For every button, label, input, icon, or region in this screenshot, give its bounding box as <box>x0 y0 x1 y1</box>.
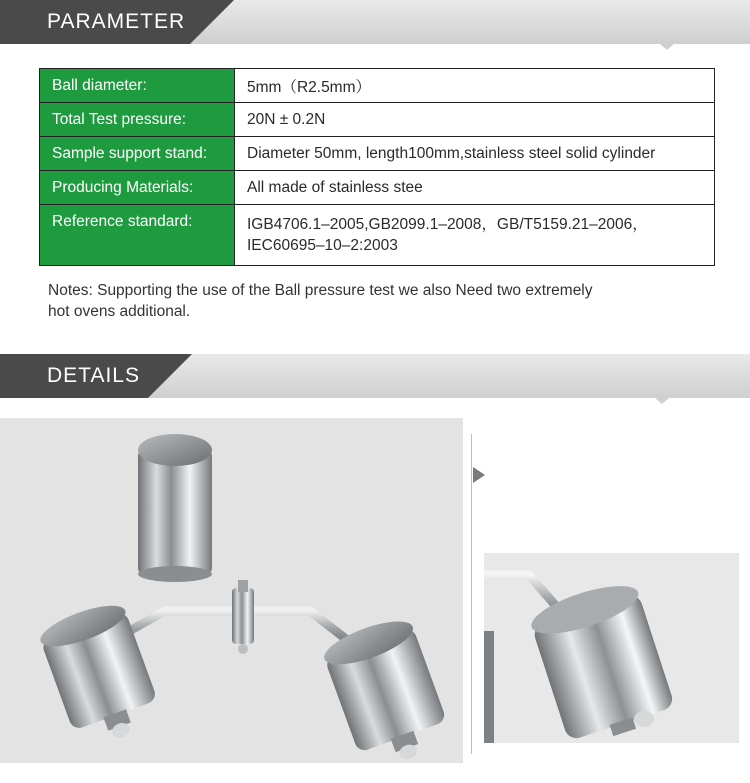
parameter-title: PARAMETER <box>0 0 190 44</box>
param-key: Total Test pressure: <box>40 103 235 137</box>
param-value <box>235 205 715 266</box>
param-key: Ball diameter: <box>40 69 235 103</box>
details-banner <box>0 354 750 398</box>
table-row <box>40 205 715 266</box>
divider-line <box>471 434 472 754</box>
param-value-line: IEC60695–10–2:2003 <box>247 237 398 254</box>
param-key: Producing Materials: <box>40 171 235 205</box>
apparatus-illustration <box>0 418 463 763</box>
parameter-banner <box>0 0 750 44</box>
parameter-table <box>39 68 715 266</box>
param-value: 20N ± 0.2N <box>235 103 715 137</box>
table-row <box>40 69 715 103</box>
param-value: Diameter 50mm, length100mm,stainless steel solid cylinder <box>235 137 715 171</box>
param-value: 5mm（R2.5mm） <box>235 69 715 103</box>
apparatus-photo <box>0 418 463 763</box>
notes-line: hot ovens additional. <box>48 303 191 320</box>
notes-text <box>48 280 688 322</box>
details-title: DETAILS <box>0 354 148 398</box>
table-row <box>40 137 715 171</box>
param-value-line: IGB4706.1–2005,GB2099.1–2008，GB/T5159.21–2006， <box>247 216 648 233</box>
table-row <box>40 103 715 137</box>
closeup-photo <box>484 553 739 743</box>
param-key: Reference standard: <box>40 205 235 266</box>
table-row <box>40 171 715 205</box>
param-value: All made of stainless stee <box>235 171 715 205</box>
pointer-arrow-icon <box>473 467 485 483</box>
notes-line: Notes: Supporting the use of the Ball pressure test we also Need two extremely <box>48 282 593 299</box>
param-key: Sample support stand: <box>40 137 235 171</box>
closeup-illustration <box>484 553 739 743</box>
